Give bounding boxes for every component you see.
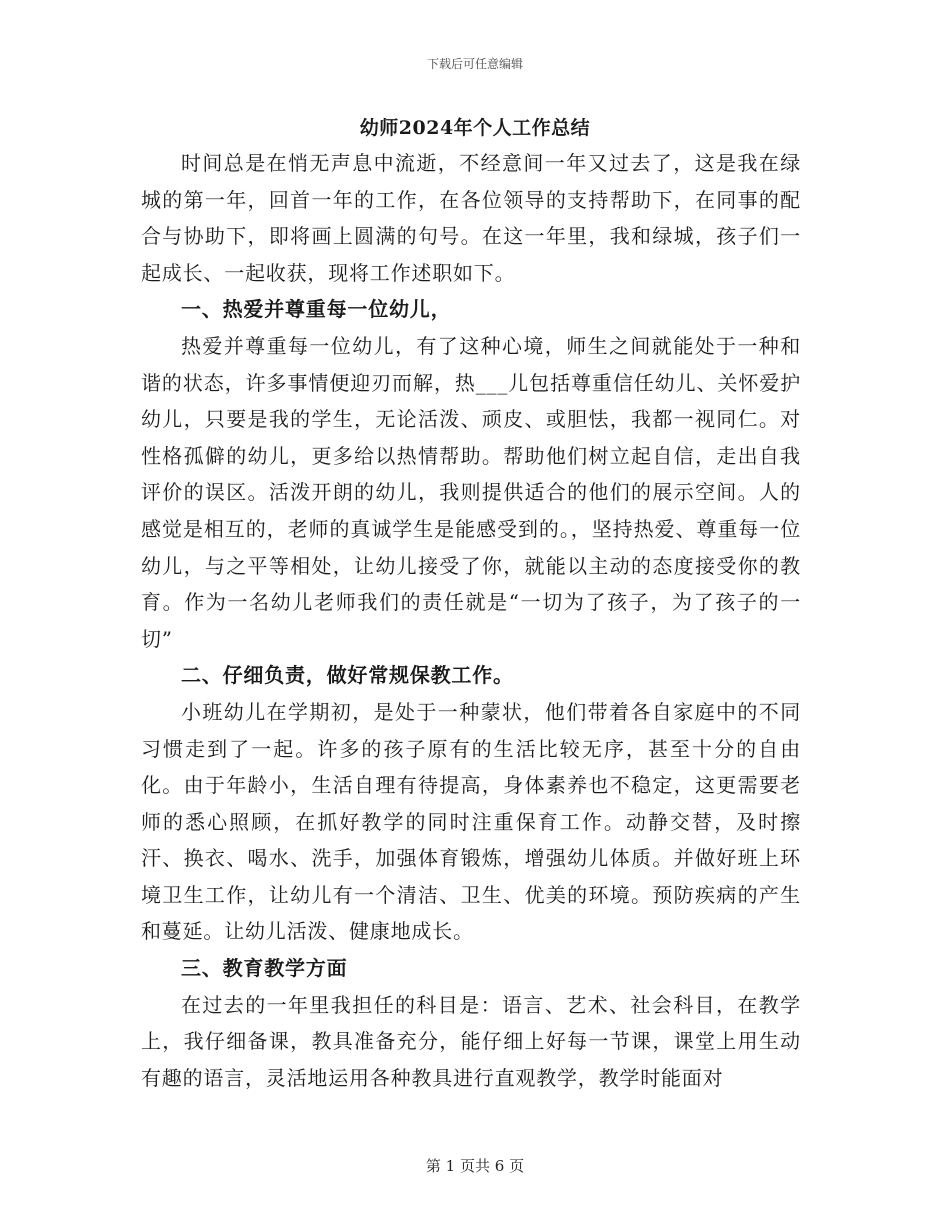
section-1-heading: 一、热爱并尊重每一位幼儿， [181, 297, 452, 322]
section-3-heading: 三、教育教学方面 [181, 956, 348, 981]
document-body [141, 145, 801, 1096]
section-3-paragraph: 在过去的一年里我担任的科目是：语言、艺术、社会科目，在教学上，我仔细备课，教具准备充分，能仔细上好每一节课，课堂上用生动有趣的语言，灵活地运用各种教具进行直观教学，教学时能面对 [141, 992, 801, 1090]
section-2-paragraph: 小班幼儿在学期初，是处于一种蒙状，他们带着各自家庭中的不同习惯走到了一起。许多的孩子原有的生活比较无序，甚至十分的自由化。由于年龄小，生活自理有待提高，身体素养也不稳定，这更需要老师的悉心照顾，在抓好教学的同时注重保育工作。动静交替，及时擦汗、换衣、喝水、洗手，加强体育锻炼，增强幼儿体质。并做好班上环境卫生工作，让幼儿有一个清洁、卫生、优美的环境。预防疾病的产生和蔓延。让幼儿活泼、健康地成长。 [141, 699, 801, 944]
header-note: 下载后可任意编辑 [426, 57, 523, 71]
document-title: 幼师2024年个人工作总结 [359, 117, 591, 139]
section-2-heading: 二、仔细负责，做好常规保教工作。 [181, 663, 514, 688]
section-1-paragraph: 热爱并尊重每一位幼儿，有了这种心境，师生之间就能处于一种和谐的状态，许多事情便迎刃而解，热___儿包括尊重信任幼儿、关怀爱护幼儿，只要是我的学生，无论活泼、顽皮、或胆怯，我都一视同仁。对性格孤僻的幼儿，更多给以热情帮助。帮助他们树立起自信，走出自我评价的误区。活泼开朗的幼儿，我则提供适合的他们的展示空间。人的感觉是相互的，老师的真诚学生是能感受到的。，坚持热爱、尊重每一位幼儿，与之平等相处，让幼儿接受了你，就能以主动的态度接受你的教育。作为一名幼儿老师我们的责任就是“一切为了孩子，为了孩子的一切” [141, 333, 801, 651]
page-number: 第 1 页共 6 页 [425, 1157, 525, 1175]
intro-paragraph: 时间总是在悄无声息中流逝，不经意间一年又过去了，这是我在绿城的第一年，回首一年的工作，在各位领导的支持帮助下，在同事的配合与协助下，即将画上圆满的句号。在这一年里，我和绿城，孩子们一起成长、一起收获，现将工作述职如下。 [141, 151, 801, 285]
